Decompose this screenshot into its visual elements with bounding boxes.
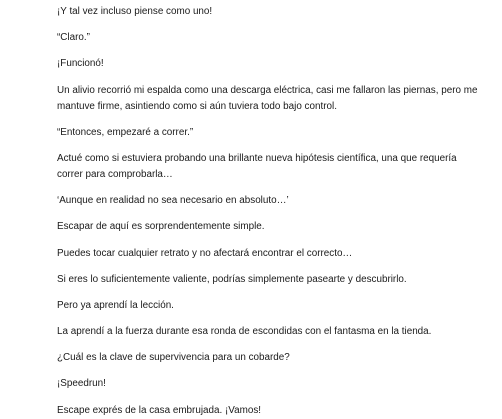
paragraph-5: “Entonces, empezaré a correr.”: [57, 126, 194, 138]
paragraph-10: Si eres lo suficientemente valiente, podrías simplemente pasearte y descubrirlo.: [57, 273, 407, 285]
paragraph-2: “Claro.”: [57, 32, 90, 44]
paragraph-3: ¡Funcionó!: [57, 58, 104, 70]
paragraph-7: ‘Aunque en realidad no sea necesario en absoluto…’: [57, 195, 289, 207]
paragraph-12: La aprendí a la fuerza durante esa ronda de escondidas con el fantasma en la tienda.: [57, 326, 432, 338]
paragraph-4: Un alivio recorrió mi espalda como una descarga eléctrica, casi me fallaron las piernas, pero me mantuve firme, asintiendo como si aún tuviera todo bajo control.: [57, 84, 478, 112]
paragraph-1: ¡Y tal vez incluso piense como uno!: [57, 6, 213, 17]
paragraph-15: Escape exprés de la casa embrujada. ¡Vamos!: [57, 404, 262, 416]
paragraph-9: Puedes tocar cualquier retrato y no afectará encontrar el correcto…: [57, 247, 353, 259]
paragraph-13: ¿Cuál es la clave de supervivencia para un cobarde?: [57, 352, 290, 364]
paragraph-11: Pero ya aprendí la lección.: [57, 299, 174, 311]
paragraph-6: Actué como si estuviera probando una brillante nueva hipótesis científica, una que requería correr para comprobarla…: [57, 152, 457, 180]
paragraph-14: ¡Speedrun!: [57, 378, 106, 390]
paragraph-8: Escapar de aquí es sorprendentemente simple.: [57, 221, 265, 233]
